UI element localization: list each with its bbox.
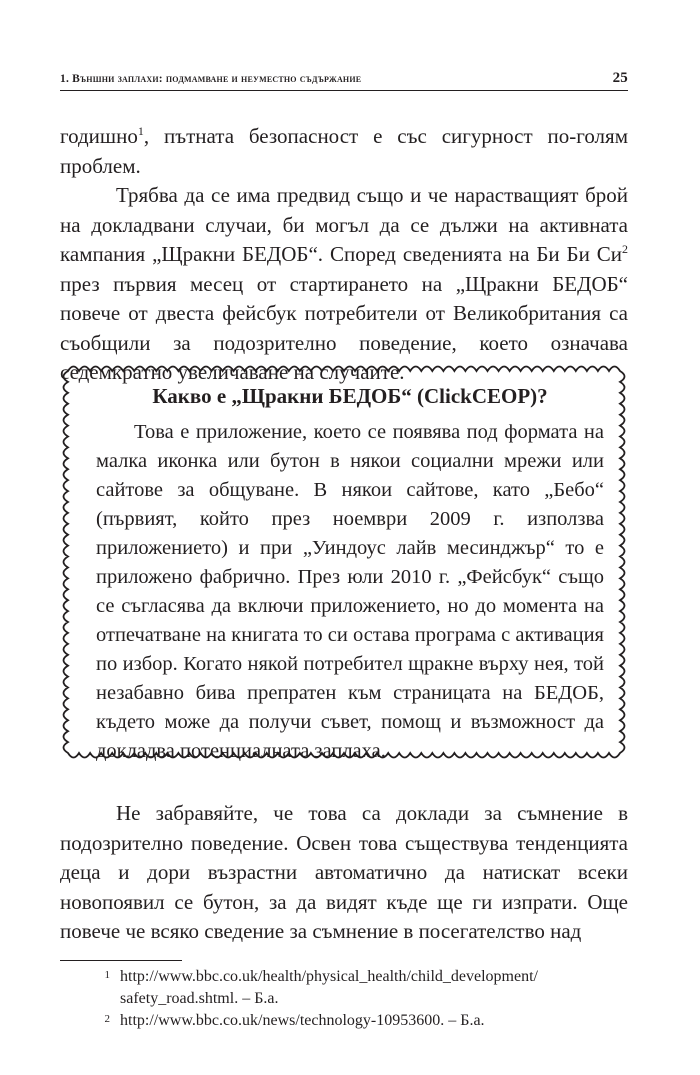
running-head — [60, 70, 628, 87]
footnote-1 — [60, 966, 628, 1010]
intro-text-start: годишно — [60, 124, 138, 148]
box-body: Това е приложение, което се появява под формата на малка иконка или бутон в някои социални мрежи или сайтове за общуване. В някои сайтове, като „Бебо“ (първият, който през ноември 2009 г. използва приложението) и при „Уиндоус лайв месинджър“ то е приложено фабрично. През юли 2010 г. „Фейсбук“ също се съгласява да включи приложението, но до момента на отпечатване на книгата то си остава програма с активация по избор. Когато някой потребител щракне върху нея, той незабавно бива препратен към страницата на БЕДОБ, където може да получи съвет, помощ и възможност да докладва потенциалната заплаха. — [96, 421, 604, 762]
page-number: 25 — [612, 70, 628, 86]
footnote-ref-2[interactable]: 2 — [622, 242, 628, 256]
footnote-number: 1 — [104, 969, 110, 981]
footnote-number: 2 — [104, 1013, 110, 1025]
intro-text-end: , пътната безопасност е със сигурност по-голям проблем. — [60, 124, 628, 178]
footnote-link[interactable]: http://www.bbc.co.uk/news/technology-10953600. – Б.а. — [120, 1012, 485, 1029]
paragraph-2 — [60, 181, 628, 388]
intro-paragraph — [60, 122, 628, 181]
paragraph-2-text-end: през първия месец от стартирането на „Щракни БЕДОБ“ повече от двеста фейсбук потребители от Великобритания са съобщили за подозрително поведение, което означава седемкратно увеличаване на случаите. — [60, 271, 628, 384]
info-box — [96, 382, 604, 766]
footnotes — [60, 966, 628, 1032]
box-title: Какво е „Щракни БЕДОБ“ (ClickCEOP)? — [152, 384, 548, 408]
paragraph-3: Не забравяйте, че това са доклади за съмнение в подозрително поведение. Освен това съществува тенденцията деца и дори възрастни автоматично да натискат всеки новопоявил се бутон, за да видят къде ще ги изпрати. Още повече че всяко сведение за съмнение в посегателство над — [60, 801, 628, 943]
body-text-bottom — [60, 799, 628, 947]
footnote-link[interactable]: http://www.bbc.co.uk/health/physical_health/child_development/ safety_road.shtml. – Б.а. — [120, 968, 538, 1007]
paragraph-2-text-start: Трябва да се има предвид също и че нарастващият брой на докладвани случаи, би могъл да се дължи на активната кампания „Щракни БЕДОБ“. Според сведенията на Би Би Си — [60, 183, 628, 266]
body-text-top — [60, 122, 628, 388]
footnote-rule — [60, 960, 182, 961]
chapter-title: 1. Външни заплахи: подмамване и неуместно съдържание — [60, 73, 362, 85]
footnote-ref-1[interactable]: 1 — [137, 124, 144, 138]
footnote-2 — [60, 1010, 628, 1032]
header-rule — [60, 90, 628, 91]
